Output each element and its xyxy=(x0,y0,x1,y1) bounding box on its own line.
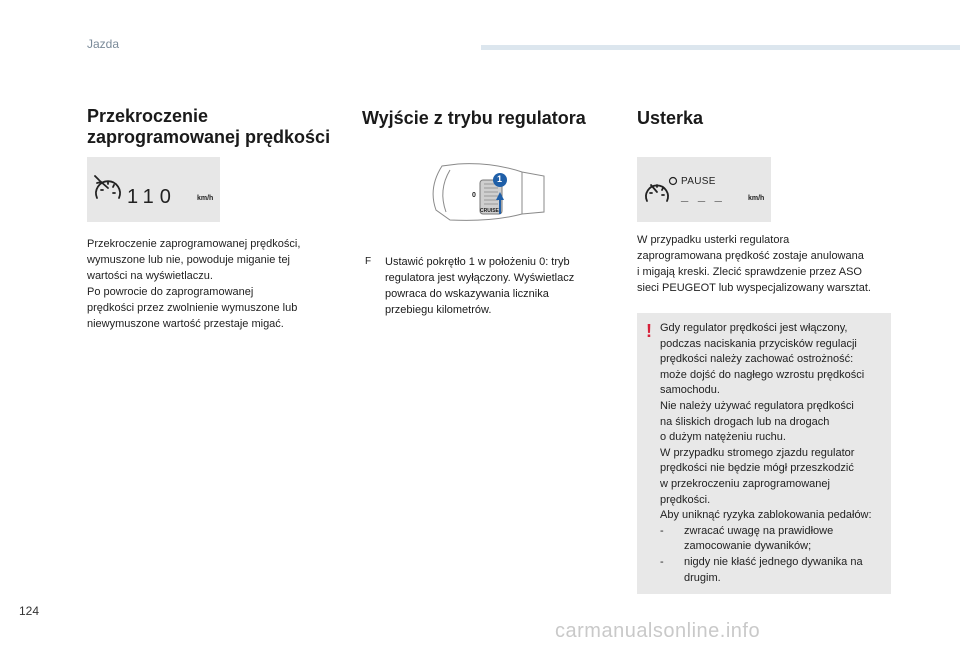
position-zero-label: 0 xyxy=(472,192,476,199)
callout-number: 1 xyxy=(497,174,503,184)
cruise-label: CRUISE xyxy=(480,208,499,214)
status-dot-icon xyxy=(670,178,677,185)
warning-line: prędkości nie będzie mógł przeszkodzić xyxy=(660,462,854,475)
text-line: zaprogramowana prędkość zostaje anulowana xyxy=(637,250,864,262)
watermark: carmanualsonline.info xyxy=(555,620,761,642)
warning-text xyxy=(660,321,872,586)
fault-dashes: _ _ _ xyxy=(681,188,725,203)
list-text: drugim. xyxy=(684,571,721,584)
text-line: Przekroczenie zaprogramowanej prędkości, xyxy=(87,238,301,250)
text-line: Ustawić pokrętło 1 w położeniu 0: tryb xyxy=(385,256,570,268)
speed-unit: km/h xyxy=(197,195,214,202)
heading-fault: Usterka xyxy=(637,108,704,128)
column-speed-exceeded xyxy=(87,106,335,148)
heading-line-2: zaprogramowanej prędkości xyxy=(87,127,331,147)
fault-unit: km/h xyxy=(748,195,765,202)
column-fault xyxy=(637,106,895,129)
text-line: niewymuszone wartość przestaje migać. xyxy=(87,318,284,330)
speed-value: 110 xyxy=(127,186,177,208)
heading-line-1: Przekroczenie xyxy=(87,106,209,126)
warning-line: prędkości. xyxy=(660,493,711,506)
fault-display-panel xyxy=(637,157,771,222)
heading-exit-regulator: Wyjście z trybu regulatora xyxy=(362,108,586,128)
warning-line: może dojść do nagłego wzrostu prędkości xyxy=(660,368,865,381)
header-bar xyxy=(481,45,960,50)
speed-display-panel xyxy=(87,157,220,222)
dash-mark: - xyxy=(660,555,664,568)
column-exit-regulator xyxy=(362,106,610,129)
text-line: wartości na wyświetlaczu. xyxy=(87,270,213,282)
text-line: sieci PEUGEOT lub wyspecjalizowany warsztat. xyxy=(637,282,871,294)
text-line: wymuszone lub nie, powoduje miganie tej xyxy=(87,254,291,266)
warning-line: Gdy regulator prędkości jest włączony, xyxy=(660,322,848,334)
dash-mark: - xyxy=(660,524,664,537)
text-line: i migają kreski. Zlecić sprawdzenie przez ASO xyxy=(637,266,862,278)
text-line: regulatora jest wyłączony. Wyświetlacz xyxy=(385,272,575,284)
bullet-arrow-icon: F xyxy=(365,256,372,267)
text-line: przebiegu kilometrów. xyxy=(385,304,492,316)
warning-line: Nie należy używać regulatora prędkości xyxy=(660,399,854,412)
warning-line: samochodu. xyxy=(660,384,720,397)
header-section-title: Jazda xyxy=(87,37,120,51)
list-text: zwracać uwagę na prawidłowe xyxy=(684,524,834,537)
pause-label: PAUSE xyxy=(681,176,716,187)
warning-icon: ! xyxy=(646,321,652,341)
instruction-text xyxy=(385,254,615,318)
page-number: 124 xyxy=(19,604,40,618)
warning-line: Aby uniknąć ryzyka zablokowania pedałów: xyxy=(660,509,872,522)
warning-box xyxy=(637,313,891,594)
warning-line: W przypadku stromego zjazdu regulator xyxy=(660,446,855,459)
text-line: Po powrocie do zaprogramowanej xyxy=(87,286,254,298)
text-line: W przypadku usterki regulatora xyxy=(637,234,790,246)
warning-line: prędkości należy zachować ostrożność: xyxy=(660,353,854,366)
warning-line: na śliskich drogach lub na drogach xyxy=(660,415,830,428)
warning-line: o dużym natężeniu ruchu. xyxy=(660,431,786,444)
fault-text xyxy=(637,232,897,296)
text-line: prędkości przez zwolnienie wymuszone lub xyxy=(87,302,298,314)
list-text: zamocowanie dywaników; xyxy=(684,540,812,553)
list-text: nigdy nie kłaść jednego dywanika na xyxy=(684,555,863,568)
warning-list-item xyxy=(660,524,872,540)
warning-list-item xyxy=(660,555,872,571)
control-stalk-diagram xyxy=(422,158,552,228)
speed-exceeded-text xyxy=(87,236,342,332)
heading-speed-exceeded xyxy=(87,106,335,148)
text-line: powraca do wskazywania licznika xyxy=(385,288,549,300)
warning-line: w przekroczeniu zaprogramowanej xyxy=(660,477,830,490)
warning-line: podczas naciskania przycisków regulacji xyxy=(660,337,857,350)
